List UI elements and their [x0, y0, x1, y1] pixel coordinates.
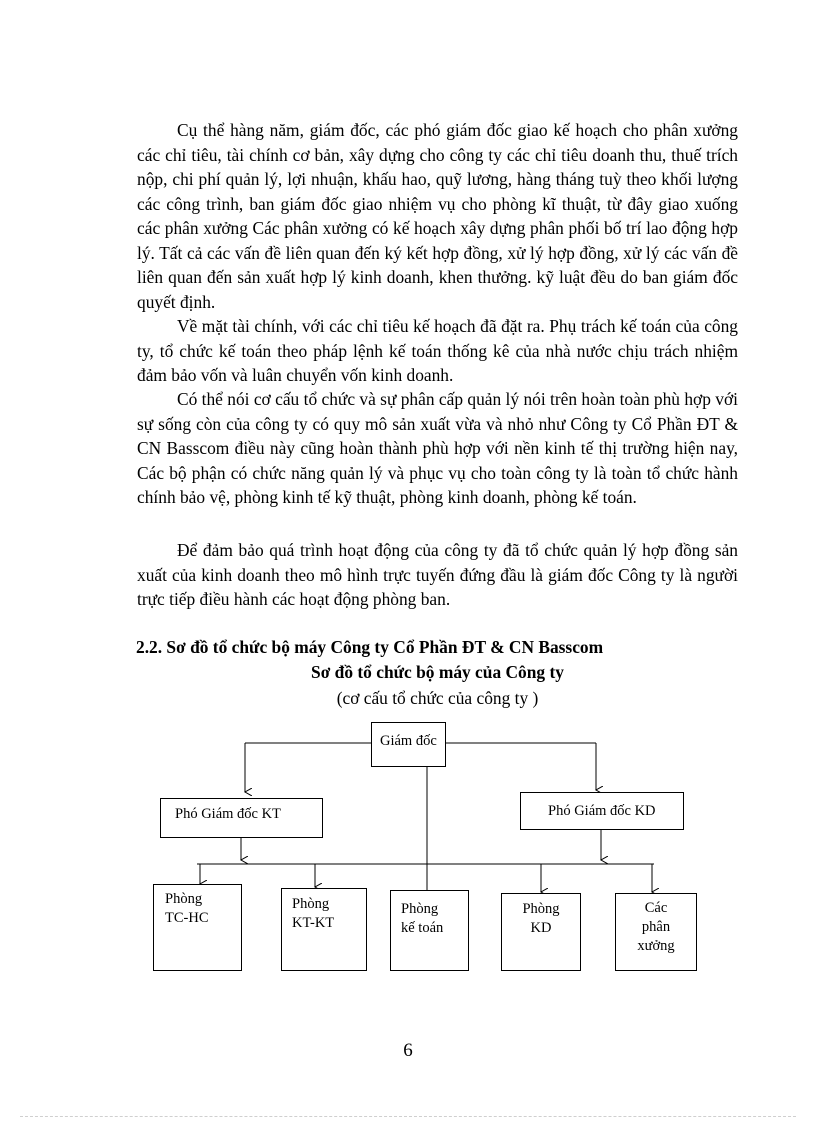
page-bottom-border — [20, 1116, 796, 1117]
org-box-dept-tchc: Phòng TC-HC — [153, 884, 242, 971]
paragraph-3: Có thể nói cơ cấu tổ chức và sự phân cấp quản lý nói trên hoàn toàn phù hợp với sự sống còn của công ty có quy mô sản xuất vừa và nhỏ như Công ty Cổ Phần ĐT & CN Basscom điều này cũng hoàn thành phù hợp với nền kinh tế thị trường hiện nay, Các bộ phận có chức năng quản lý và phục vụ cho toàn công ty là toàn tổ chức hành chính bảo vệ, phòng kinh tế kỹ thuật, phòng kinh doanh, phòng kế toán. — [137, 389, 738, 507]
org-box-workshops: Các phân xưởng — [615, 893, 697, 971]
chart-title: Sơ đồ tổ chức bộ máy của Công ty — [311, 662, 564, 682]
org-box-director: Giám đốc — [371, 722, 446, 767]
paragraph-2: Về mặt tài chính, với các chỉ tiêu kế hoạch đã đặt ra. Phụ trách kế toán của công ty, tổ chức kế toán theo pháp lệnh kế toán thống kê của nhà nước chịu trách nhiệm đảm bảo vốn và luân chuyển vốn kinh doanh. — [137, 316, 738, 385]
org-box-deputy-business: Phó Giám đốc KD — [520, 792, 684, 830]
org-box-deputy-tech: Phó Giám đốc KT — [160, 798, 323, 838]
org-box-dept-ktkt: Phòng KT-KT — [281, 888, 367, 971]
page-number: 6 — [403, 1040, 413, 1061]
org-box-dept-accounting: Phòng kế toán — [390, 890, 469, 971]
chart-subtitle: (cơ cấu tổ chức của công ty ) — [336, 688, 539, 708]
section-heading: 2.2. Sơ đồ tổ chức bộ máy Công ty Cổ Phần ĐT & CN Basscom — [136, 637, 604, 657]
paragraph-4: Để đảm bảo quá trình hoạt động của công ty đã tổ chức quản lý hợp đồng sản xuất của kinh doanh theo mô hình trực tuyến đứng đầu là giám đốc Công ty là người trực tiếp điều hành các hoạt động phòng ban. — [137, 540, 738, 609]
paragraph-1: Cụ thể hàng năm, giám đốc, các phó giám đốc giao kế hoạch cho phân xưởng các chỉ tiêu, tài chính cơ bản, xây dựng cho công ty các chỉ tiêu doanh thu, thuế trích nộp, chi phí quản lý, lợi nhuận, khấu hao, quỹ lương, hàng tháng tuỳ theo khối lượng các công trình, ban giám đốc giao nhiệm vụ cho phòng kĩ thuật, từ đây giao xuống các phân xưởng Các phân xưởng có kế hoạch xây dựng phân phối bố trí lao động hợp lý. Tất cả các vấn đề liên quan đến ký kết hợp đồng, xử lý hợp đồng, xử lý các vấn đề liên quan đến sản xuất hợp lý kinh doanh, khen thưởng. kỹ luật đều do ban giám đốc quyết định. — [137, 120, 738, 312]
org-box-dept-kd: Phòng KD — [501, 893, 581, 971]
